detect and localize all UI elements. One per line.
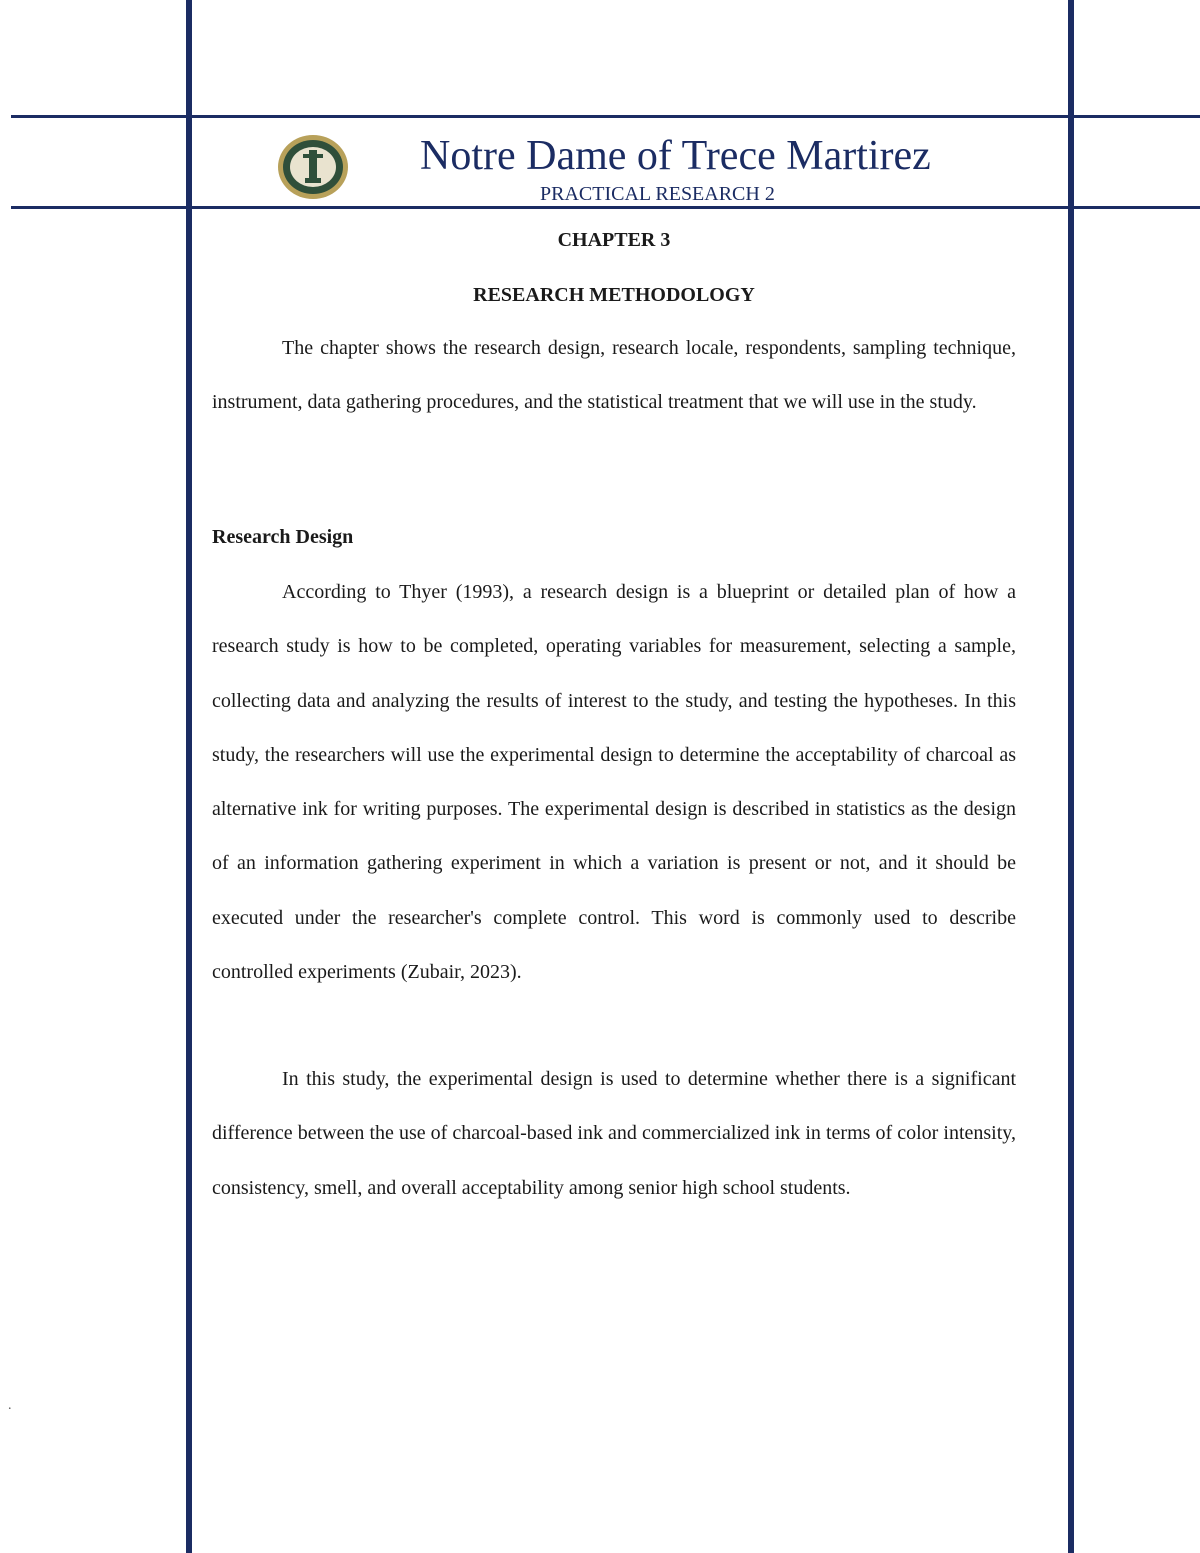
- chapter-title: RESEARCH METHODOLOGY: [473, 284, 755, 306]
- school-seal-logo: [277, 134, 349, 200]
- research-design-paragraph-2: In this study, the experimental design is used to determine whether there is a significant difference between the use of charcoal-based ink and commercialized ink in terms of color intensity, consistency, smell, and overall acceptability among senior high school students.: [212, 1068, 1016, 1199]
- header-bottom-rule: [11, 206, 1200, 209]
- school-name: Notre Dame of Trece Martirez: [420, 133, 931, 179]
- subject-title: PRACTICAL RESEARCH 2: [540, 183, 775, 205]
- left-border-line: [186, 0, 192, 1553]
- right-border-line: [1068, 0, 1074, 1553]
- intro-paragraph: The chapter shows the research design, research locale, respondents, sampling technique, instrument, data gathering procedures, and the statistical treatment that we will use in the study.: [212, 337, 1016, 414]
- margin-mark: .: [8, 1398, 12, 1413]
- research-design-paragraph-1: According to Thyer (1993), a research design is a blueprint or detailed plan of how a research study is how to be completed, operating variables for measurement, selecting a sample, collecting data and analyzing the results of interest to the study, and testing the hypotheses. In this study, the researchers will use the experimental design to determine the acceptability of charcoal as alternative ink for writing purposes. The experimental design is described in statistics as the design of an information gathering experiment in which a variation is present or not, and it should be executed under the researcher's complete control. This word is commonly used to describe controlled experiments (Zubair, 2023).: [212, 581, 1016, 984]
- header-top-rule: [11, 115, 1200, 118]
- section-heading: Research Design: [212, 526, 354, 548]
- chapter-number: CHAPTER 3: [557, 229, 671, 251]
